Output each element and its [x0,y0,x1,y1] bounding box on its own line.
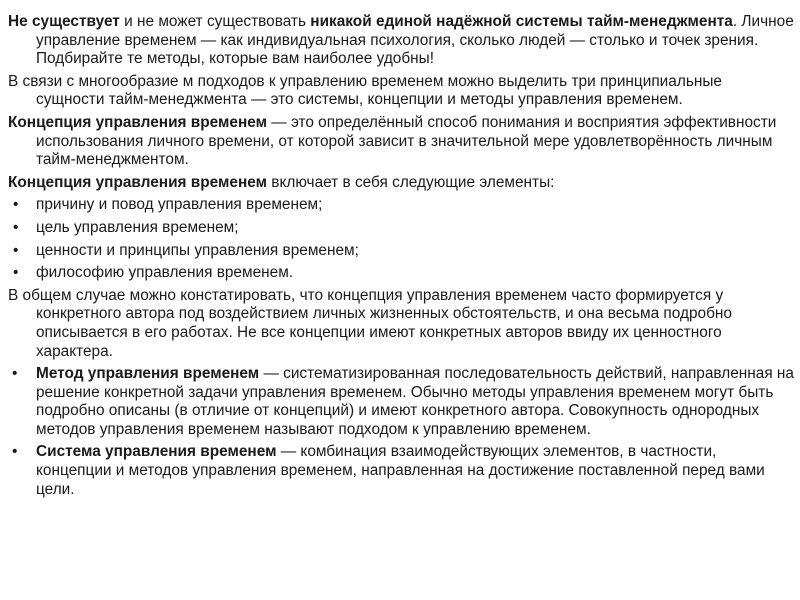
list-item-text: философию управления временем. [36,264,294,282]
method-text: — систематизированная последовательность действий, направленная на решение конкретной задачи управления временем. Обычно методы управления временем могут быть подробно описаны (в отличие от концепций) и имеют конкретного автора. Совокупность однородных методов управления временем называют подходом к управлению временем. [36,365,794,438]
general-case-paragraph [8,287,794,361]
list-item [8,264,794,283]
entities-paragraph [8,73,794,110]
concept-elements-list [8,196,794,282]
list-item [8,242,794,261]
concept-elements-text: включает в себя следующие элементы: [267,173,555,191]
list-item [8,196,794,215]
general-case-text: В общем случае можно констатировать, что концепция управления временем часто формируется у конкретного автора под воздействием личных жизненных обстоятельств, и она весьма подробно описывается в его работах. Не все концепции имеют конкретных авторов ввиду их ценностного характера. [8,286,732,360]
list-item-text: цель управления временем; [36,218,239,236]
concept-elements-intro [8,174,794,193]
system-text: — комбинация взаимодействующих элементов, в частности, концепции и методов управления временем, направленная на достижение поставленной перед вами цели. [36,443,765,498]
system-paragraph [8,443,794,499]
entities-text: В связи с многообразие м подходов к управлению временем можно выделить три принципиальные сущности тайм-менеджмента — это системы, концепции и методы управления временем. [8,72,722,109]
intro-text-1: и не может существовать [119,13,311,30]
list-item-text: причину и повод управления временем; [36,196,323,214]
concept-definition-text: — это определённый способ понимания и восприятия эффективности использования личного времени, от которой зависит в значительной мере удовлетворённость личным тайм-менеджментом. [36,113,777,169]
bullet-icon: • [13,218,19,236]
bullet-icon: • [13,196,19,214]
list-item-text: ценности и принципы управления временем; [36,241,359,259]
method-paragraph [8,365,794,439]
bullet-icon: • [12,365,18,383]
intro-paragraph [8,13,794,69]
concept-term-2: Концепция управления временем [8,173,268,191]
intro-bold-1: Не существует [8,13,120,30]
concept-definition-paragraph [8,114,794,170]
bullet-icon: • [12,443,18,461]
method-term: Метод управления временем [36,365,260,383]
bullet-icon: • [13,264,19,282]
concept-term: Концепция управления временем [8,113,268,131]
bullet-icon: • [13,241,19,259]
intro-bold-2: никакой единой надёжной системы тайм-менеджмента [310,13,733,30]
intro-text-2: . Личное управление временем — как индивидуальная психология, сколько людей — столько и точек зрения. Подбирайте те методы, которые вам наиболее удобны! [36,13,794,68]
list-item [8,219,794,238]
system-term: Система управления временем [36,443,277,461]
